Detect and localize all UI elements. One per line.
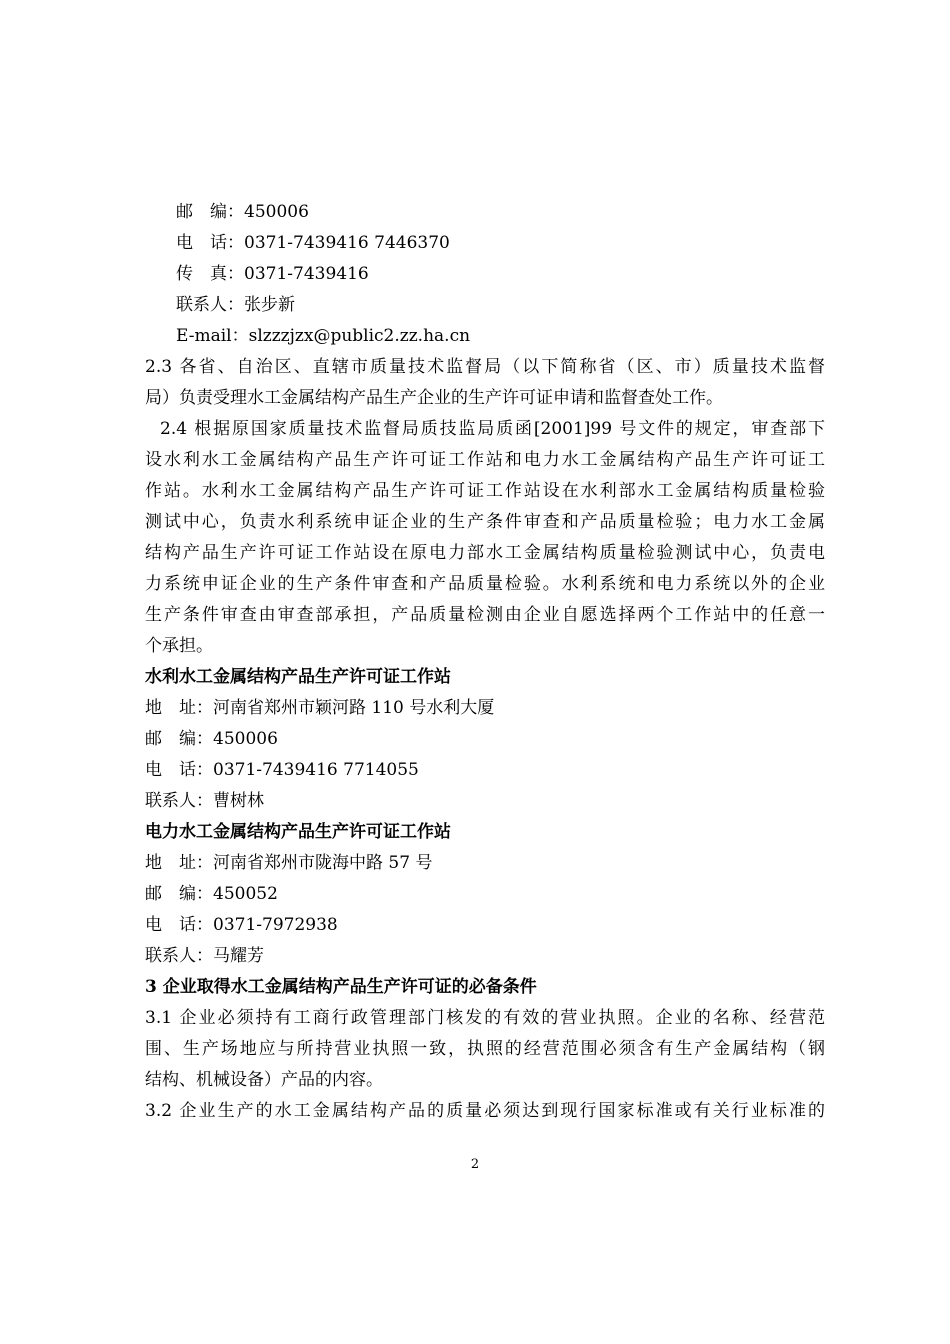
power-station-phone: 电 话：0371-7972938 xyxy=(145,915,338,935)
section-2-4-line-6: 力系统申证企业的生产条件审查和产品质量检验。水利系统和电力系统以外的企业 xyxy=(145,574,825,594)
top-email: E-mail：slzzzjzx@public2.zz.ha.cn xyxy=(176,326,471,346)
power-station-contact: 联系人：马耀芳 xyxy=(145,946,264,966)
water-station-phone: 电 话：0371-7439416 7714055 xyxy=(145,760,419,780)
water-station-contact: 联系人：曹树林 xyxy=(145,791,264,811)
section-3-1-line-3: 结构、机械设备）产品的内容。 xyxy=(145,1070,383,1090)
section-2-4-line-4: 测试中心，负责水利系统申证企业的生产条件审查和产品质量检验；电力水工金属 xyxy=(145,512,825,532)
page-number: 2 xyxy=(470,1157,480,1172)
section-2-4-line-1: 2.4 根据原国家质量技术监督局质技监局质函[2001]99 号文件的规定，审查部下 xyxy=(160,419,825,439)
section-2-4-line-2: 设水利水工金属结构产品生产许可证工作站和电力水工金属结构产品生产许可证工 xyxy=(145,450,825,470)
section-2-4-line-3: 作站。水利水工金属结构产品生产许可证工作站设在水利部水工金属结构质量检验 xyxy=(145,481,825,501)
section-2-3-line-2: 局）负责受理水工金属结构产品生产企业的生产许可证申请和监督查处工作。 xyxy=(145,388,723,408)
water-station-address: 地 址：河南省郑州市颖河路 110 号水利大厦 xyxy=(145,698,495,718)
power-station-address: 地 址：河南省郑州市陇海中路 57 号 xyxy=(145,853,433,873)
top-postcode: 邮 编：450006 xyxy=(176,202,309,222)
section-3-1-line-2: 围、生产场地应与所持营业执照一致，执照的经营范围必须含有生产金属结构（钢 xyxy=(145,1039,825,1059)
section-3-2-line-1: 3.2 企业生产的水工金属结构产品的质量必须达到现行国家标准或有关行业标准的 xyxy=(145,1101,825,1121)
section-2-4-line-5: 结构产品生产许可证工作站设在原电力部水工金属结构质量检验测试中心，负责电 xyxy=(145,543,825,563)
power-station-postcode: 邮 编：450052 xyxy=(145,884,278,904)
section-3-heading: 3 企业取得水工金属结构产品生产许可证的必备条件 xyxy=(145,977,537,997)
power-station-heading: 电力水工金属结构产品生产许可证工作站 xyxy=(145,822,451,842)
top-contact-person: 联系人：张步新 xyxy=(176,295,295,315)
top-fax: 传 真：0371-7439416 xyxy=(176,264,369,284)
water-station-heading: 水利水工金属结构产品生产许可证工作站 xyxy=(145,667,451,687)
section-2-3-line-1: 2.3 各省、自治区、直辖市质量技术监督局（以下简称省（区、市）质量技术监督 xyxy=(145,357,825,377)
water-station-postcode: 邮 编：450006 xyxy=(145,729,278,749)
section-2-4-line-7: 生产条件审查由审查部承担，产品质量检测由企业自愿选择两个工作站中的任意一 xyxy=(145,605,825,625)
section-2-4-line-8: 个承担。 xyxy=(145,636,213,656)
section-3-1-line-1: 3.1 企业必须持有工商行政管理部门核发的有效的营业执照。企业的名称、经营范 xyxy=(145,1008,825,1028)
top-phone: 电 话：0371-7439416 7446370 xyxy=(176,233,450,253)
